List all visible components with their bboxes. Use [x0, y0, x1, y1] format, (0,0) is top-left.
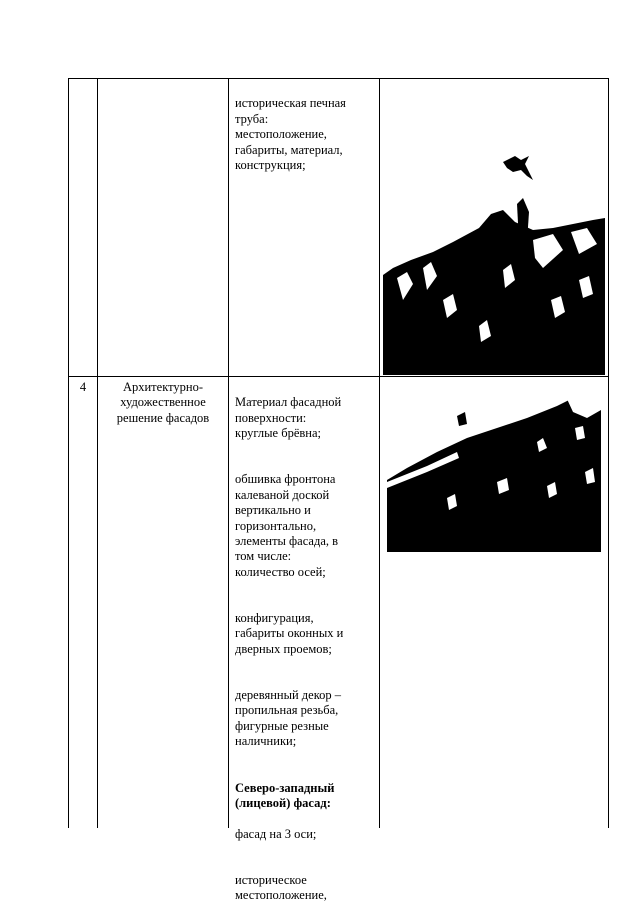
row2-paragraph-7: историческое местоположение,: [235, 872, 327, 903]
row2-paragraph-6: фасад на 3 оси;: [235, 826, 317, 841]
row-title: Архитектурно- художественное решение фасадов: [116, 380, 210, 425]
column-border-description: [379, 78, 380, 828]
column-border-left: [68, 78, 69, 828]
column-border-title: [228, 78, 229, 828]
row2-paragraph-4: деревянный декор – пропильная резьба, фигурные резные наличники;: [235, 688, 342, 749]
row2-paragraph-1: Материал фасадной поверхности: круглые брёвна;: [235, 395, 342, 441]
row2-paragraph-5-heading: Северо-западный (лицевой) фасад:: [235, 780, 335, 810]
row2-paragraph-3: конфигурация, габариты оконных и дверных проемов;: [235, 611, 344, 656]
column-border-right: [608, 78, 609, 828]
chimney-photo: [383, 150, 605, 375]
row2-paragraph-2: обшивка фронтона калеваной доской вертикально и горизонтально, элементы фасада, в том числе: количество осей;: [235, 472, 339, 579]
row2-description: [235, 380, 377, 919]
table-top-border: [68, 78, 609, 79]
row-number: 4: [79, 380, 87, 394]
column-border-number: [97, 78, 98, 828]
facade-photo: [387, 382, 601, 552]
row-separator: [68, 376, 609, 377]
row1-paragraph-1: историческая печная труба: местоположение, габариты, материал, конструкция;: [235, 96, 346, 173]
row1-description: [235, 81, 377, 189]
